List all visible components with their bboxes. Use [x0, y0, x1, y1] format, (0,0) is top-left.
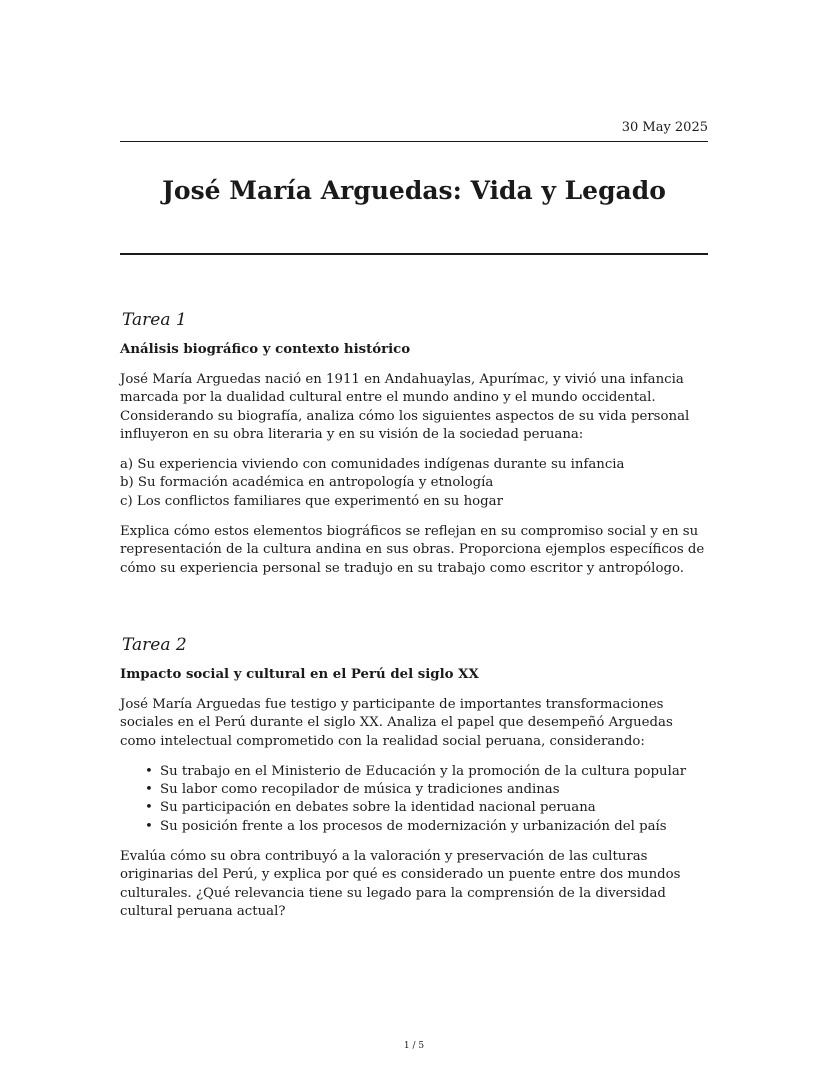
task-2-heading: Tarea 2	[122, 635, 187, 655]
bullet-icon: •	[145, 782, 153, 798]
task-1-section	[120, 309, 708, 578]
task-2-list	[120, 763, 708, 836]
list-item-text: Su participación en debates sobre la identidad nacional peruana	[160, 800, 596, 816]
task-2-subheading: Impacto social y cultural en el Perú del siglo XX	[120, 667, 479, 682]
document-page	[120, 0, 708, 1071]
list-item: a) Su experiencia viviendo con comunidades indígenas durante su infancia	[120, 457, 625, 473]
task-1-list	[120, 456, 708, 511]
title-divider	[120, 253, 708, 255]
document-date: 30 May 2025	[621, 120, 708, 135]
task-1-heading: Tarea 1	[122, 310, 187, 330]
list-item	[120, 799, 708, 817]
bullet-icon: •	[145, 763, 153, 779]
list-item	[120, 763, 708, 781]
page-number: 1 / 5	[403, 1041, 425, 1051]
task-1-closing: Explica cómo estos elementos biográficos se reflejan en su compromiso social y en su representación de la cultura andina en sus obras. Proporciona ejemplos específicos de cómo su experiencia personal se tradujo en su trabajo como escritor y antropólogo.	[120, 524, 705, 576]
page-title: José María Arguedas: Vida y Legado	[162, 176, 666, 205]
list-item	[120, 781, 708, 799]
list-item-text: Su posición frente a los procesos de modernización y urbanización del país	[160, 818, 667, 834]
task-2-intro: José María Arguedas fue testigo y participante de importantes transformaciones sociales en el Perú durante el siglo XX. Analiza el papel que desempeñó Arguedas como intelectual comprometido con la realidad social peruana, considerando:	[120, 697, 673, 749]
task-2-section	[120, 634, 708, 921]
list-item-text: Su trabajo en el Ministerio de Educación y la promoción de la cultura popular	[160, 763, 687, 779]
task-1-subheading: Análisis biográfico y contexto histórico	[120, 342, 411, 357]
header-divider	[120, 141, 708, 142]
bullet-icon: •	[145, 800, 153, 816]
list-item: c) Los conflictos familiares que experimentó en su hogar	[120, 493, 503, 509]
list-item	[120, 818, 708, 836]
task-2-closing: Evalúa cómo su obra contribuyó a la valoración y preservación de las culturas originarias del Perú, y explica por qué es considerado un puente entre dos mundos culturales. ¿Qué relevancia tiene su legado para la comprensión de la diversidad cultural peruana actual?	[120, 849, 681, 919]
list-item-text: Su labor como recopilador de música y tradiciones andinas	[160, 782, 560, 798]
bullet-icon: •	[145, 818, 153, 834]
list-item: b) Su formación académica en antropología y etnología	[120, 475, 494, 491]
task-1-intro: José María Arguedas nació en 1911 en Andahuaylas, Apurímac, y vivió una infancia marcada por la dualidad cultural entre el mundo andino y el mundo occidental. Considerando su biografía, analiza cómo los siguientes aspectos de su vida personal influyeron en su obra literaria y en su visión de la sociedad peruana:	[120, 372, 690, 442]
